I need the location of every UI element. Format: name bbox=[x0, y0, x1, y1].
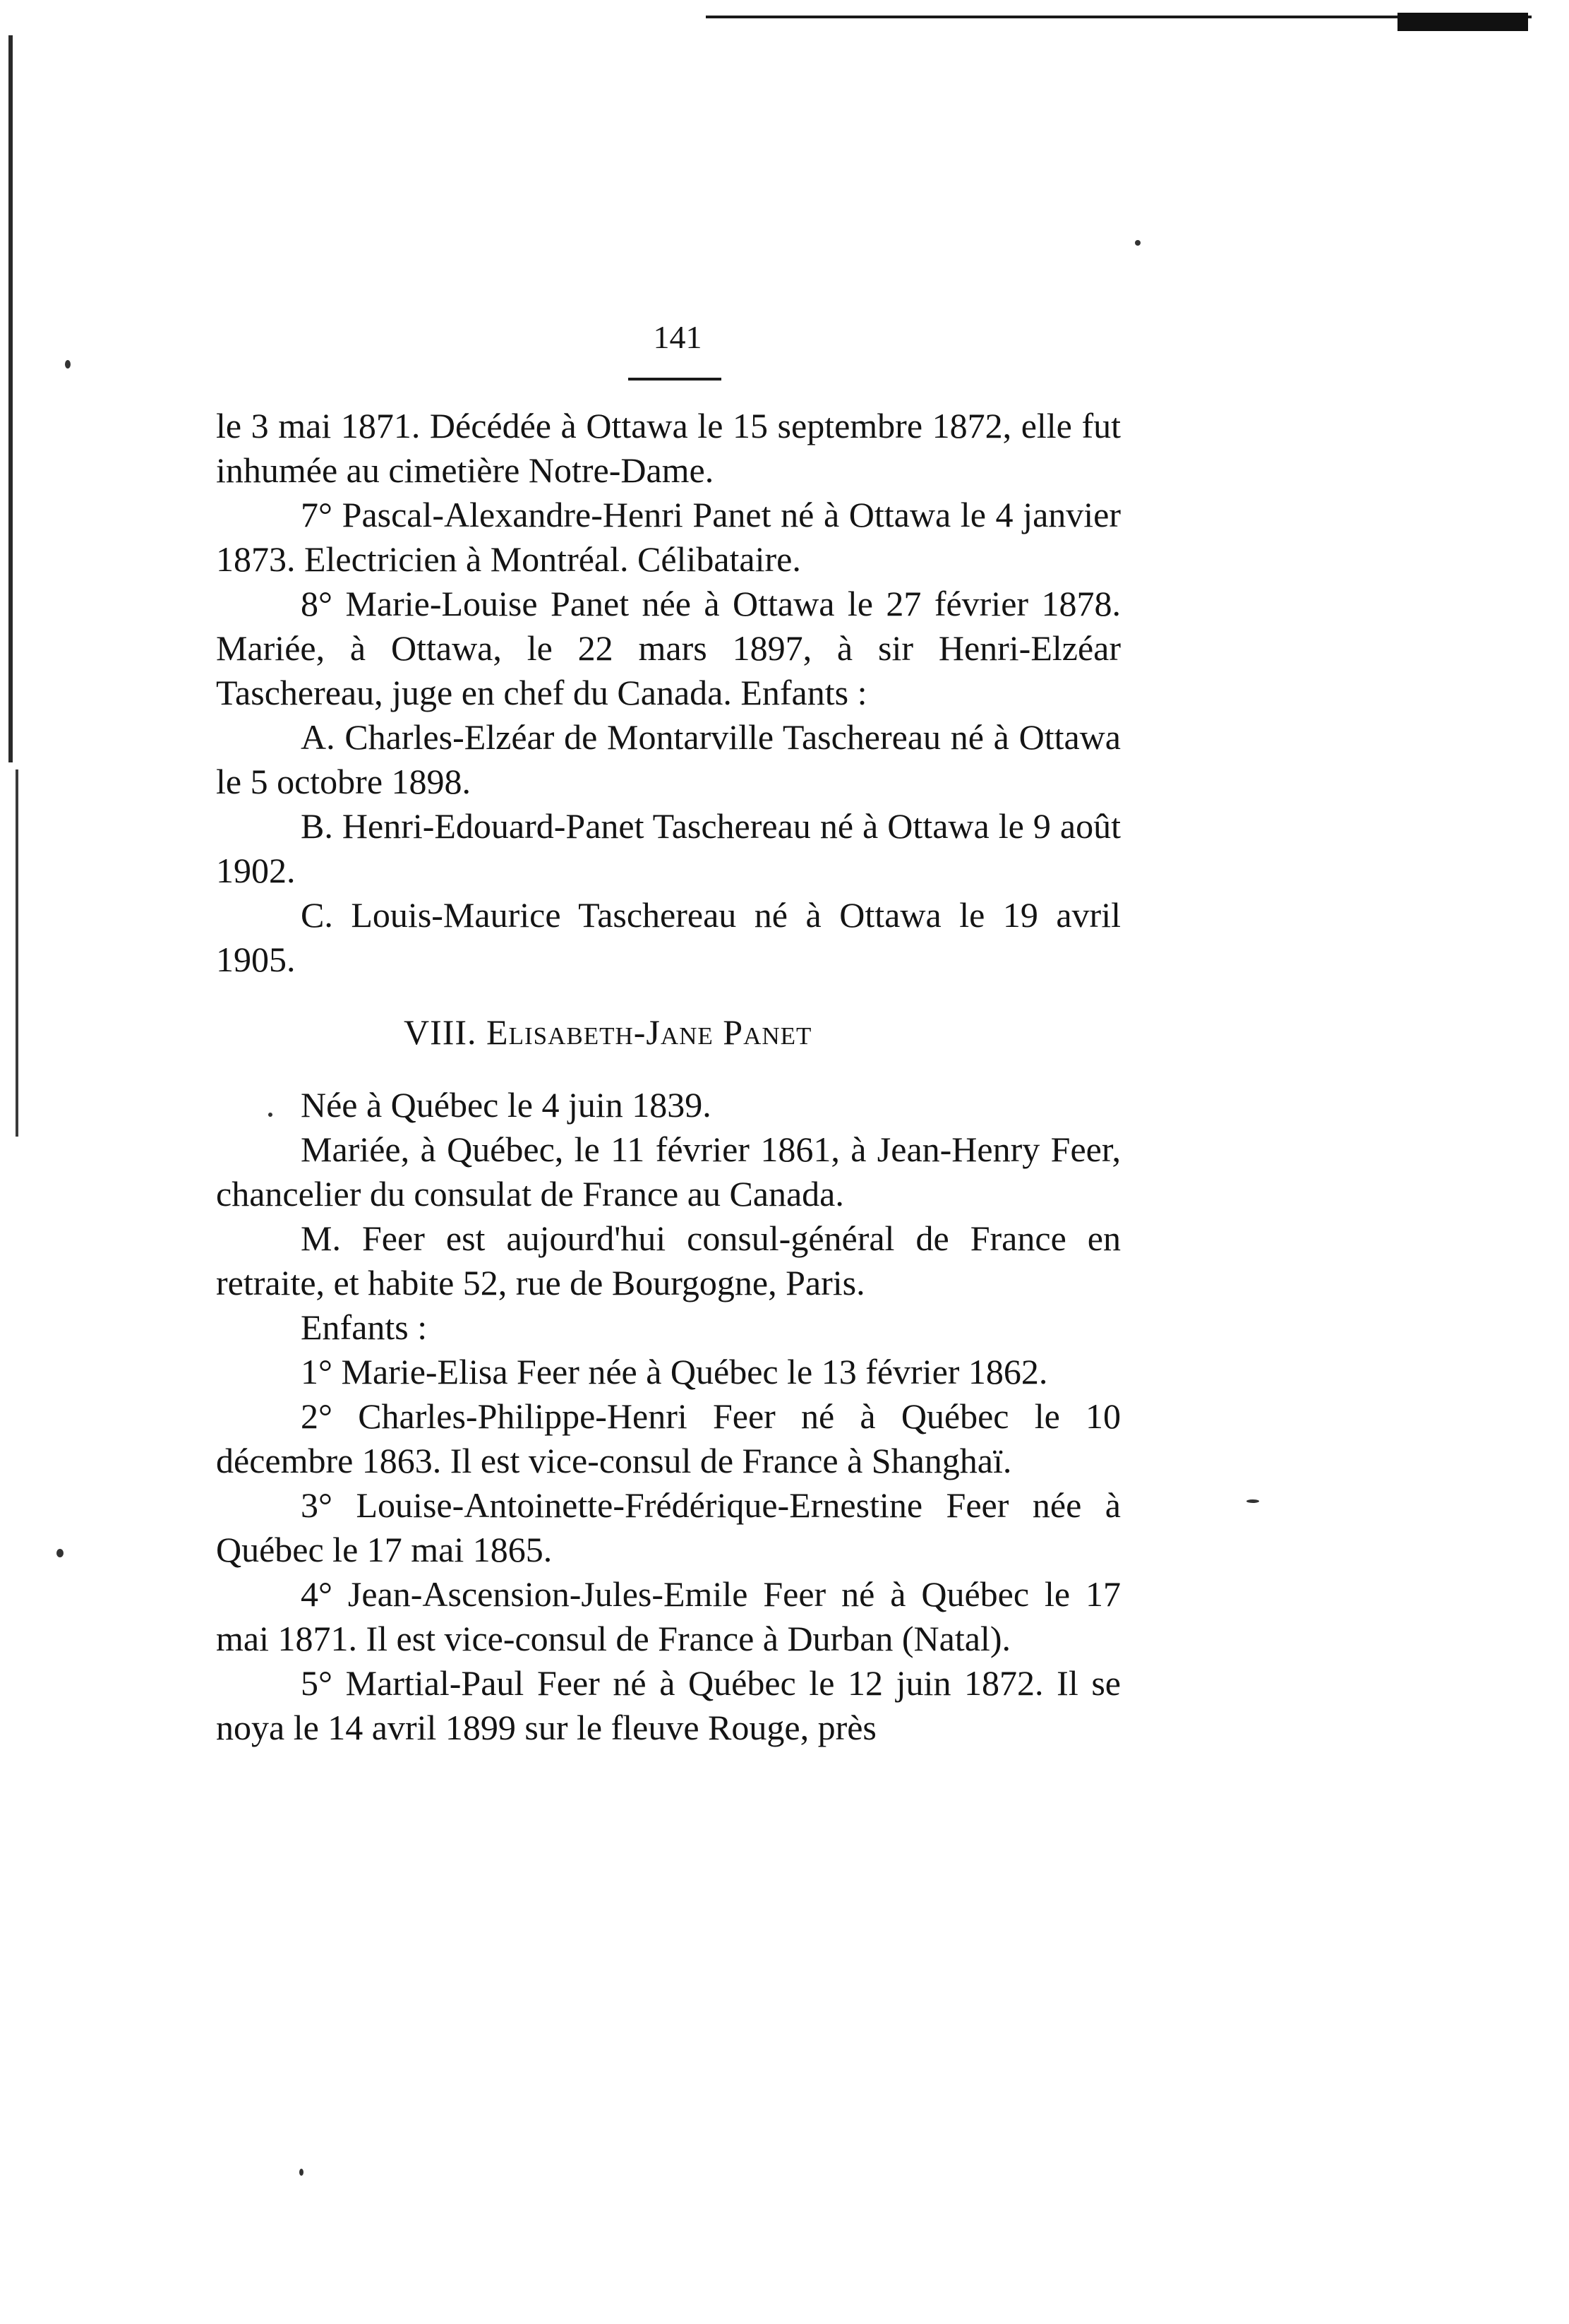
scan-speck bbox=[299, 2169, 303, 2176]
section-heading: VIII. Elisabeth-Jane Panet bbox=[404, 1012, 812, 1052]
paragraph: 3° Louise-Antoinette-Frédérique-Ernestine Feer née à Québec le 17 mai 1865. bbox=[216, 1485, 1121, 1569]
left-scan-edge-lower bbox=[16, 769, 18, 1137]
paragraph: Mariée, à Québec, le 11 février 1861, à Jean-Henry Feer, chancelier du consulat de France au Canada. bbox=[216, 1130, 1121, 1214]
paragraph: 1° Marie-Elisa Feer née à Québec le 13 février 1862. bbox=[301, 1352, 1048, 1391]
top-border-mark bbox=[1397, 13, 1528, 31]
paragraph: Née à Québec le 4 juin 1839. bbox=[301, 1085, 711, 1125]
scan-speck bbox=[1246, 1499, 1259, 1503]
paragraph: 4° Jean-Ascension-Jules-Emile Feer né à Québec le 17 mai 1871. Il est vice-consul de France à Durban (Natal). bbox=[216, 1574, 1121, 1658]
paragraph: C. Louis-Maurice Taschereau né à Ottawa le 19 avril 1905. bbox=[216, 895, 1121, 979]
paragraph: B. Henri-Edouard-Panet Taschereau né à Ottawa le 9 août 1902. bbox=[216, 806, 1121, 890]
paragraph: 8° Marie-Louise Panet née à Ottawa le 27 février 1878. Mariée, à Ottawa, le 22 mars 1897, à sir Henri-Elzéar Taschereau, juge en chef du Canada. Enfants : bbox=[216, 584, 1121, 712]
scan-speck bbox=[1135, 240, 1141, 246]
paragraph-group-before bbox=[216, 404, 1121, 982]
paragraph: 7° Pascal-Alexandre-Henri Panet né à Ottawa le 4 janvier 1873. Electricien à Montréal. Célibataire. bbox=[216, 495, 1121, 579]
left-scan-edge bbox=[8, 35, 13, 762]
paragraph: le 3 mai 1871. Décédée à Ottawa le 15 septembre 1872, elle fut inhumée au cimetière Notre-Dame. bbox=[216, 406, 1121, 490]
page-number-rule bbox=[628, 378, 721, 381]
page-number: 141 bbox=[653, 319, 702, 355]
paragraph: 5° Martial-Paul Feer né à Québec le 12 juin 1872. Il se noya le 14 avril 1899 sur le fleuve Rouge, près bbox=[216, 1663, 1121, 1747]
body-text bbox=[216, 404, 1121, 1750]
paragraph: Enfants : bbox=[301, 1307, 428, 1347]
scan-speck bbox=[56, 1549, 64, 1557]
paragraph: M. Feer est aujourd'hui consul-général de France en retraite, et habite 52, rue de Bourgogne, Paris. bbox=[216, 1218, 1121, 1302]
paragraph: A. Charles-Elzéar de Montarville Taschereau né à Ottawa le 5 octobre 1898. bbox=[216, 717, 1121, 801]
paragraph-group-after bbox=[216, 1083, 1121, 1750]
paragraph: 2° Charles-Philippe-Henri Feer né à Québec le 10 décembre 1863. Il est vice-consul de France à Shanghaï. bbox=[216, 1396, 1121, 1480]
scan-speck bbox=[65, 360, 71, 369]
